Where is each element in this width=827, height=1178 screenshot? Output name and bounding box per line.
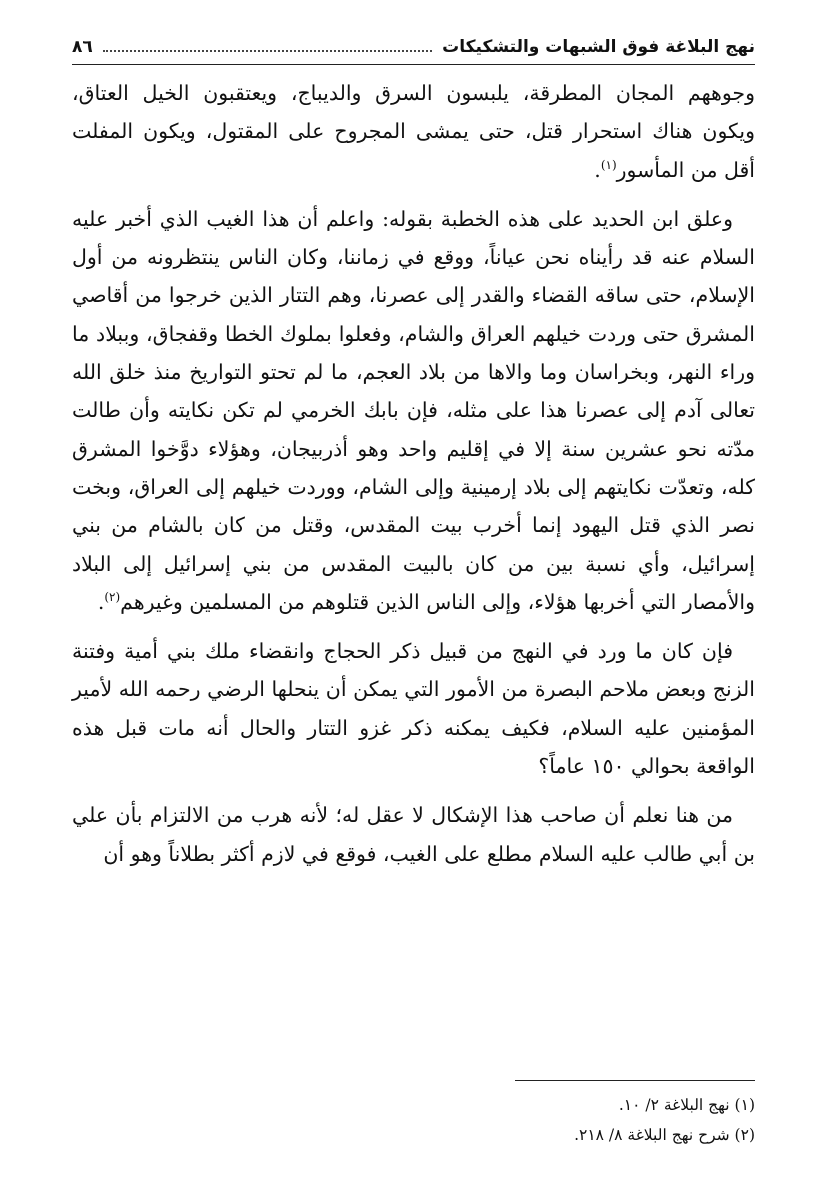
- footnote-2: (٢) شرح نهج البلاغة ٨/ ٢١٨.: [574, 1126, 755, 1144]
- footnote-ref-1: (١): [600, 157, 617, 172]
- header-title: نهج البلاغة فوق الشبهات والتشكيكات: [442, 37, 755, 57]
- body-text: [72, 74, 755, 884]
- paragraph-3-text: فإن كان ما ورد في النهج من قبيل ذكر الحجاج وانقضاء ملك بني أمية وفتنة الزنج وبعض ملاحم البصرة من الأمور التي يمكن أن ينحلها الرضي رحمه الله لأمير المؤمنين عليه السلام، فكيف يمكنه ذكر غزو التتار والحال أنه مات قبل هذه الواقعة بحوالي ١٥٠ عاماً؟: [72, 639, 755, 779]
- paragraph-3: [72, 632, 755, 785]
- running-header: [72, 30, 755, 65]
- paragraph-2-text: وعلق ابن الحديد على هذه الخطبة بقوله: واعلم أن هذا الغيب الذي أخبر عليه السلام عنه قد رأيناه نحن عياناً، ووقع في زماننا، وكان الناس ينتظرونه من أول الإسلام، حتى ساقه القضاء والقدر إلى عصرنا، وهم التتار الذين خرجوا من أقاصي المشرق حتى وردت خيلهم العراق والشام، وفعلوا بملوك الخطا وقفجاق، وببلاد ما وراء النهر، وبخراسان وما والاها من بلاد العجم، ما لم تحتو التواريخ منذ خلق الله تعالى آدم إلى عصرنا هذا على مثله، فإن بابك الخرمي لم تكن نكايته وأن طالت مدّته نحو عشرين سنة إلا في إقليم واحد وهو أذربيجان، وهؤلاء دوَّخوا المشرق كله، وتعدّت نكايتهم إلى بلاد إرمينية وإلى الشام، ووردت خيلهم إلى العراق، وبخت نصر الذي قتل اليهود إنما أخرب بيت المقدس، وقتل من كان بالشام من بني إسرائيل، وأي نسبة بين من كان بالبيت المقدس من بني إسرائيل إلى البلاد والأمصار التي أخربها هؤلاء، وإلى الناس الذين قتلوهم من المسلمين وغيرهم: [72, 206, 755, 614]
- footnote-ref-2: (٢): [104, 590, 121, 605]
- header-dot-leader: [103, 50, 432, 52]
- footnotes: [72, 1090, 755, 1150]
- footnote-separator: [515, 1080, 755, 1081]
- paragraph-1-text: وجوههم المجان المطرقة، يلبسون السرق والديباج، ويعتقبون الخيل العتاق، ويكون هناك استحرار قتل، حتى يمشى المجروح على المقتول، ويكون المفلت أقل من المأسور: [72, 81, 755, 182]
- paragraph-4: [72, 796, 755, 873]
- page-number: ٨٦: [72, 37, 93, 57]
- paragraph-1-tail: .: [594, 157, 601, 182]
- paragraph-1: [72, 74, 755, 189]
- paragraph-4-text: من هنا نعلم أن صاحب هذا الإشكال لا عقل له؛ لأنه هرب من الالتزام بأن علي بن أبي طالب عليه السلام مطلع على الغيب، فوقع في لازم أكثر بطلاناً وهو أن: [72, 803, 755, 866]
- footnote-1: (١) نهج البلاغة ٢/ ١٠.: [618, 1096, 755, 1114]
- paragraph-2: [72, 200, 755, 621]
- paragraph-2-tail: .: [97, 589, 105, 614]
